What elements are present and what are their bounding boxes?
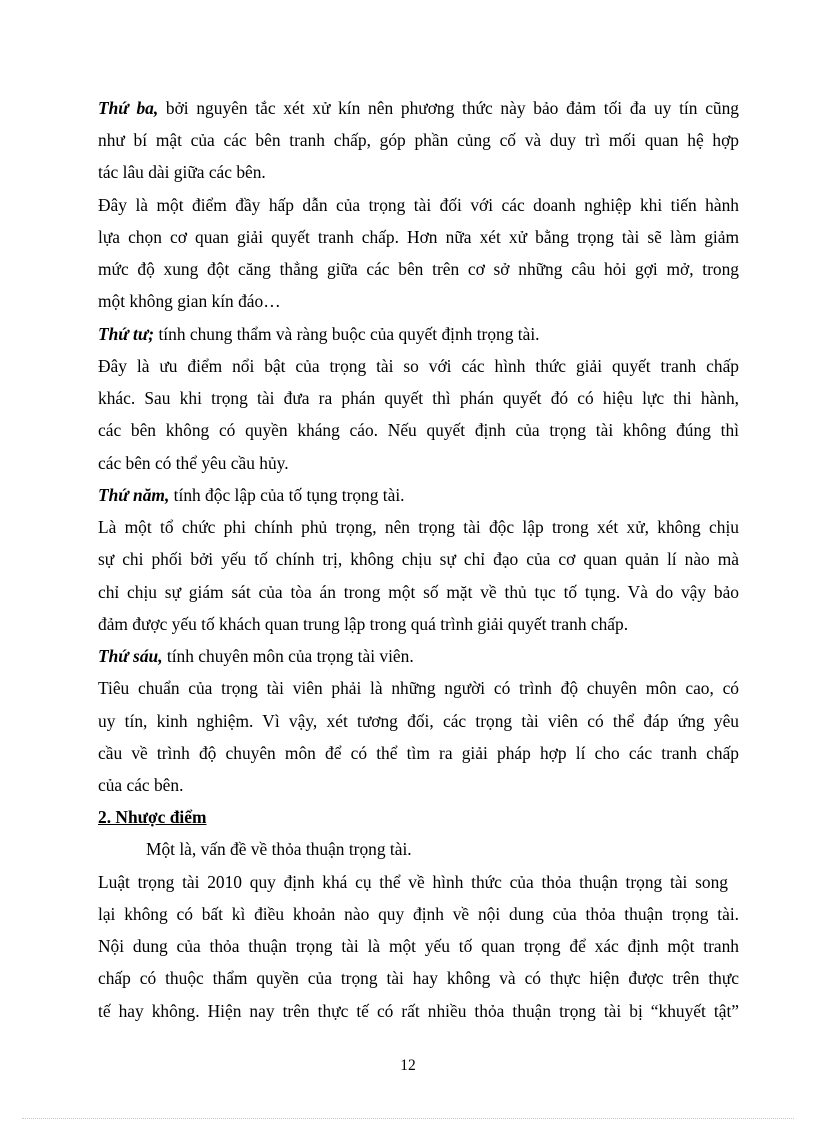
text-line: sự chi phối bởi yếu tố chính trị, không chịu sự chỉ đạo của cơ quan quản lí nào mà xyxy=(98,549,739,569)
point-heading: Thứ tư; xyxy=(98,324,155,344)
text-line: của các bên. xyxy=(98,775,184,795)
text-line: một không gian kín đáo… xyxy=(98,291,281,311)
text-line: chỉ chịu sự giám sát của tòa án trong một số mặt về thủ tục tố tụng. Và do vậy bảo xyxy=(98,582,739,602)
text-line: như bí mật của các bên tranh chấp, góp phần củng cố và duy trì mối quan hệ hợp xyxy=(98,130,739,150)
text-line: tác lâu dài giữa các bên. xyxy=(98,162,266,182)
text-line: Tiêu chuẩn của trọng tài viên phải là những người có trình độ chuyên môn cao, có xyxy=(98,678,739,698)
text-line: đảm được yếu tố khách quan trung lập trong quá trình giải quyết tranh chấp. xyxy=(98,614,629,634)
text-line: Thứ năm, tính độc lập của tố tụng trọng tài. xyxy=(98,485,405,505)
text-line: lại không có bất kì điều khoản nào quy định về nội dung của thỏa thuận trọng tài. xyxy=(98,904,739,924)
text-line: Đây là ưu điểm nổi bật của trọng tài so với các hình thức giải quyết tranh chấp xyxy=(98,356,739,376)
text-line: mức độ xung đột căng thẳng giữa các bên trên cơ sở những câu hỏi gợi mở, trong xyxy=(98,259,739,279)
point-heading: Thứ ba, xyxy=(98,98,159,118)
text-line: Đây là một điểm đầy hấp dẫn của trọng tài đối với các doanh nghiệp khi tiến hành xyxy=(98,195,739,215)
point-heading: Thứ năm, xyxy=(98,485,170,505)
page-number: 12 xyxy=(400,1057,416,1074)
text-line: cầu về trình độ chuyên môn để có thể tìm ra giải pháp hợp lí cho các tranh chấp xyxy=(98,743,739,763)
text-line: Là một tổ chức phi chính phủ trọng, nên trọng tài độc lập trong xét xử, không chịu xyxy=(98,517,739,537)
text-line: Một là, vấn đề về thỏa thuận trọng tài. xyxy=(146,839,412,859)
text-line: chấp có thuộc thẩm quyền của trọng tài hay không và có thực hiện được trên thực xyxy=(98,968,739,988)
text-line: Luật trọng tài 2010 quy định khá cụ thể về hình thức của thỏa thuận trọng tài song xyxy=(98,872,728,892)
text-line: khác. Sau khi trọng tài đưa ra phán quyết thì phán quyết đó có hiệu lực thi hành, xyxy=(98,388,739,408)
text-line: lựa chọn cơ quan giải quyết tranh chấp. Hơn nữa xét xử bằng trọng tài sẽ làm giảm xyxy=(98,227,739,247)
page-edge-divider xyxy=(22,1118,794,1119)
text-line: các bên có thể yêu cầu hủy. xyxy=(98,453,289,473)
text-line: tế hay không. Hiện nay trên thực tế có rất nhiều thỏa thuận trọng tài bị “khuyết tật” xyxy=(98,1001,739,1021)
text-line: Thứ tư; tính chung thẩm và ràng buộc của quyết định trọng tài. xyxy=(98,324,540,344)
text-line: Thứ ba, bởi nguyên tắc xét xử kín nên phương thức này bảo đảm tối đa uy tín cũng xyxy=(98,98,739,118)
point-heading: Thứ sáu, xyxy=(98,646,163,666)
text-line: Thứ sáu, tính chuyên môn của trọng tài viên. xyxy=(98,646,414,666)
text-line: uy tín, kinh nghiệm. Vì vậy, xét tương đối, các trọng tài viên có thể đáp ứng yêu xyxy=(98,711,739,731)
text-line: các bên không có quyền kháng cáo. Nếu quyết định của trọng tài không đúng thì xyxy=(98,420,739,440)
text-line: Nội dung của thỏa thuận trọng tài là một yếu tố quan trọng để xác định một tranh xyxy=(98,936,739,956)
section-heading: 2. Nhược điểm xyxy=(98,807,207,827)
